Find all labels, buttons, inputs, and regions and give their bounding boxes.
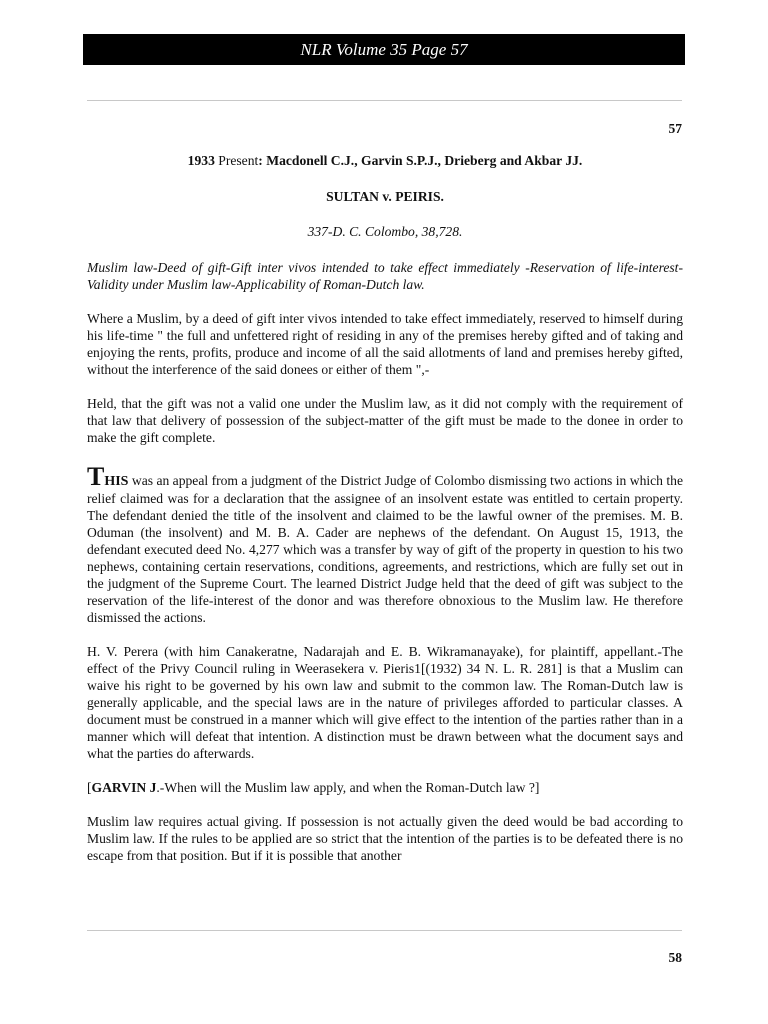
garvin-bracket: [ [87,780,92,795]
present-label: Present [218,153,259,168]
document-body [87,152,683,864]
top-divider [87,100,682,101]
drop-cap: T [87,462,105,491]
headnote-catchwords: Muslim law-Deed of gift-Gift inter vivos intended to take effect immediately -Reservation of life-interest-Validity under Muslim law-Applicability of Roman-Dutch law. [87,260,683,292]
case-title: SULTAN v. PEIRIS. [326,189,444,204]
case-number: 337-D. C. Colombo, 38,728. [307,224,463,239]
held-paragraph: Held, that the gift was not a valid one under the Muslim law, as it did not comply with the requirement of that law that delivery of possession of the subject-matter of the gift must be made to the donee in order to make the gift complete. [87,396,683,445]
opening-text: was an appeal from a judgment of the District Judge of Colombo dismissing two actions in which the relief claimed was for a declaration that the assignee of an insolvent estate was entitled to certain property. The defendant denied the title of the insolvent and claimed to be the lawful owner of the premises. M. B. Oduman (the insolvent) and M. B. A. Cader are nephews of the defendant. On August 15, 1913, the defendant executed deed No. 4,277 which was a transfer by way of gift of the property in question to his two nephews, containing certain reservations, conditions, agreements, and restrictions, which are fully set out in the judgment of the Supreme Court. The learned District Judge held that the deed of gift was subject to the reservation of the life-interest of the donor and was therefore obnoxious to the Muslim law. He therefore dismissed the actions. [87,473,683,625]
opening-paragraph [87,462,683,626]
headnote-paragraph: Where a Muslim, by a deed of gift inter vivos intended to take effect immediately, reserved to himself during his life-time " the full and unfettered right of residing in any of the premises hereby gifted and of taking and enjoying the rents, profits, produce and income of all the said allotments of land and premises hereby gifted, without the interference of the said donees or either of them ",- [87,311,683,377]
page-header-title: NLR Volume 35 Page 57 [300,40,468,59]
bench-line [87,152,683,169]
argument-paragraph: H. V. Perera (with him Canakeratne, Nadarajah and E. B. Wikramanayake), for plaintiff, appellant.-The effect of the Privy Council ruling in Weerasekera v. Pieris1[(1932) 34 N. L. R. 281] is that a Muslim can waive his right to be governed by his own law and submit to the common law. The Roman-Dutch law is generally applicable, and the special laws are in the nature of privileges afforded to particular classes. A document must be construed in a manner which will give effect to the intention of the parties rather than in a manner which will defeat that intention. A distinction must be drawn between what the document says and what the parties do afterwards. [87,644,683,761]
page-number-top: 57 [668,121,682,136]
case-year: 1933 [187,153,215,168]
bottom-divider [87,930,682,931]
garvin-name: GARVIN J [91,780,157,795]
page-number-bottom: 58 [668,950,682,965]
bench-judges: Macdonell C.J., Garvin S.P.J., Drieberg and Akbar JJ. [266,153,583,168]
present-colon: : [258,153,263,168]
final-paragraph: Muslim law requires actual giving. If possession is not actually given the deed would be bad according to Muslim law. If the rules to be applied are so strict that the intention of the parties is to be defeated there is no escape from that position. But if it is possible that another [87,814,683,863]
opening-small-caps: HIS [104,474,129,489]
garvin-interjection [87,779,683,796]
garvin-text: .-When will the Muslim law apply, and when the Roman-Dutch law ?] [156,780,540,795]
page-header-bar [83,34,685,65]
